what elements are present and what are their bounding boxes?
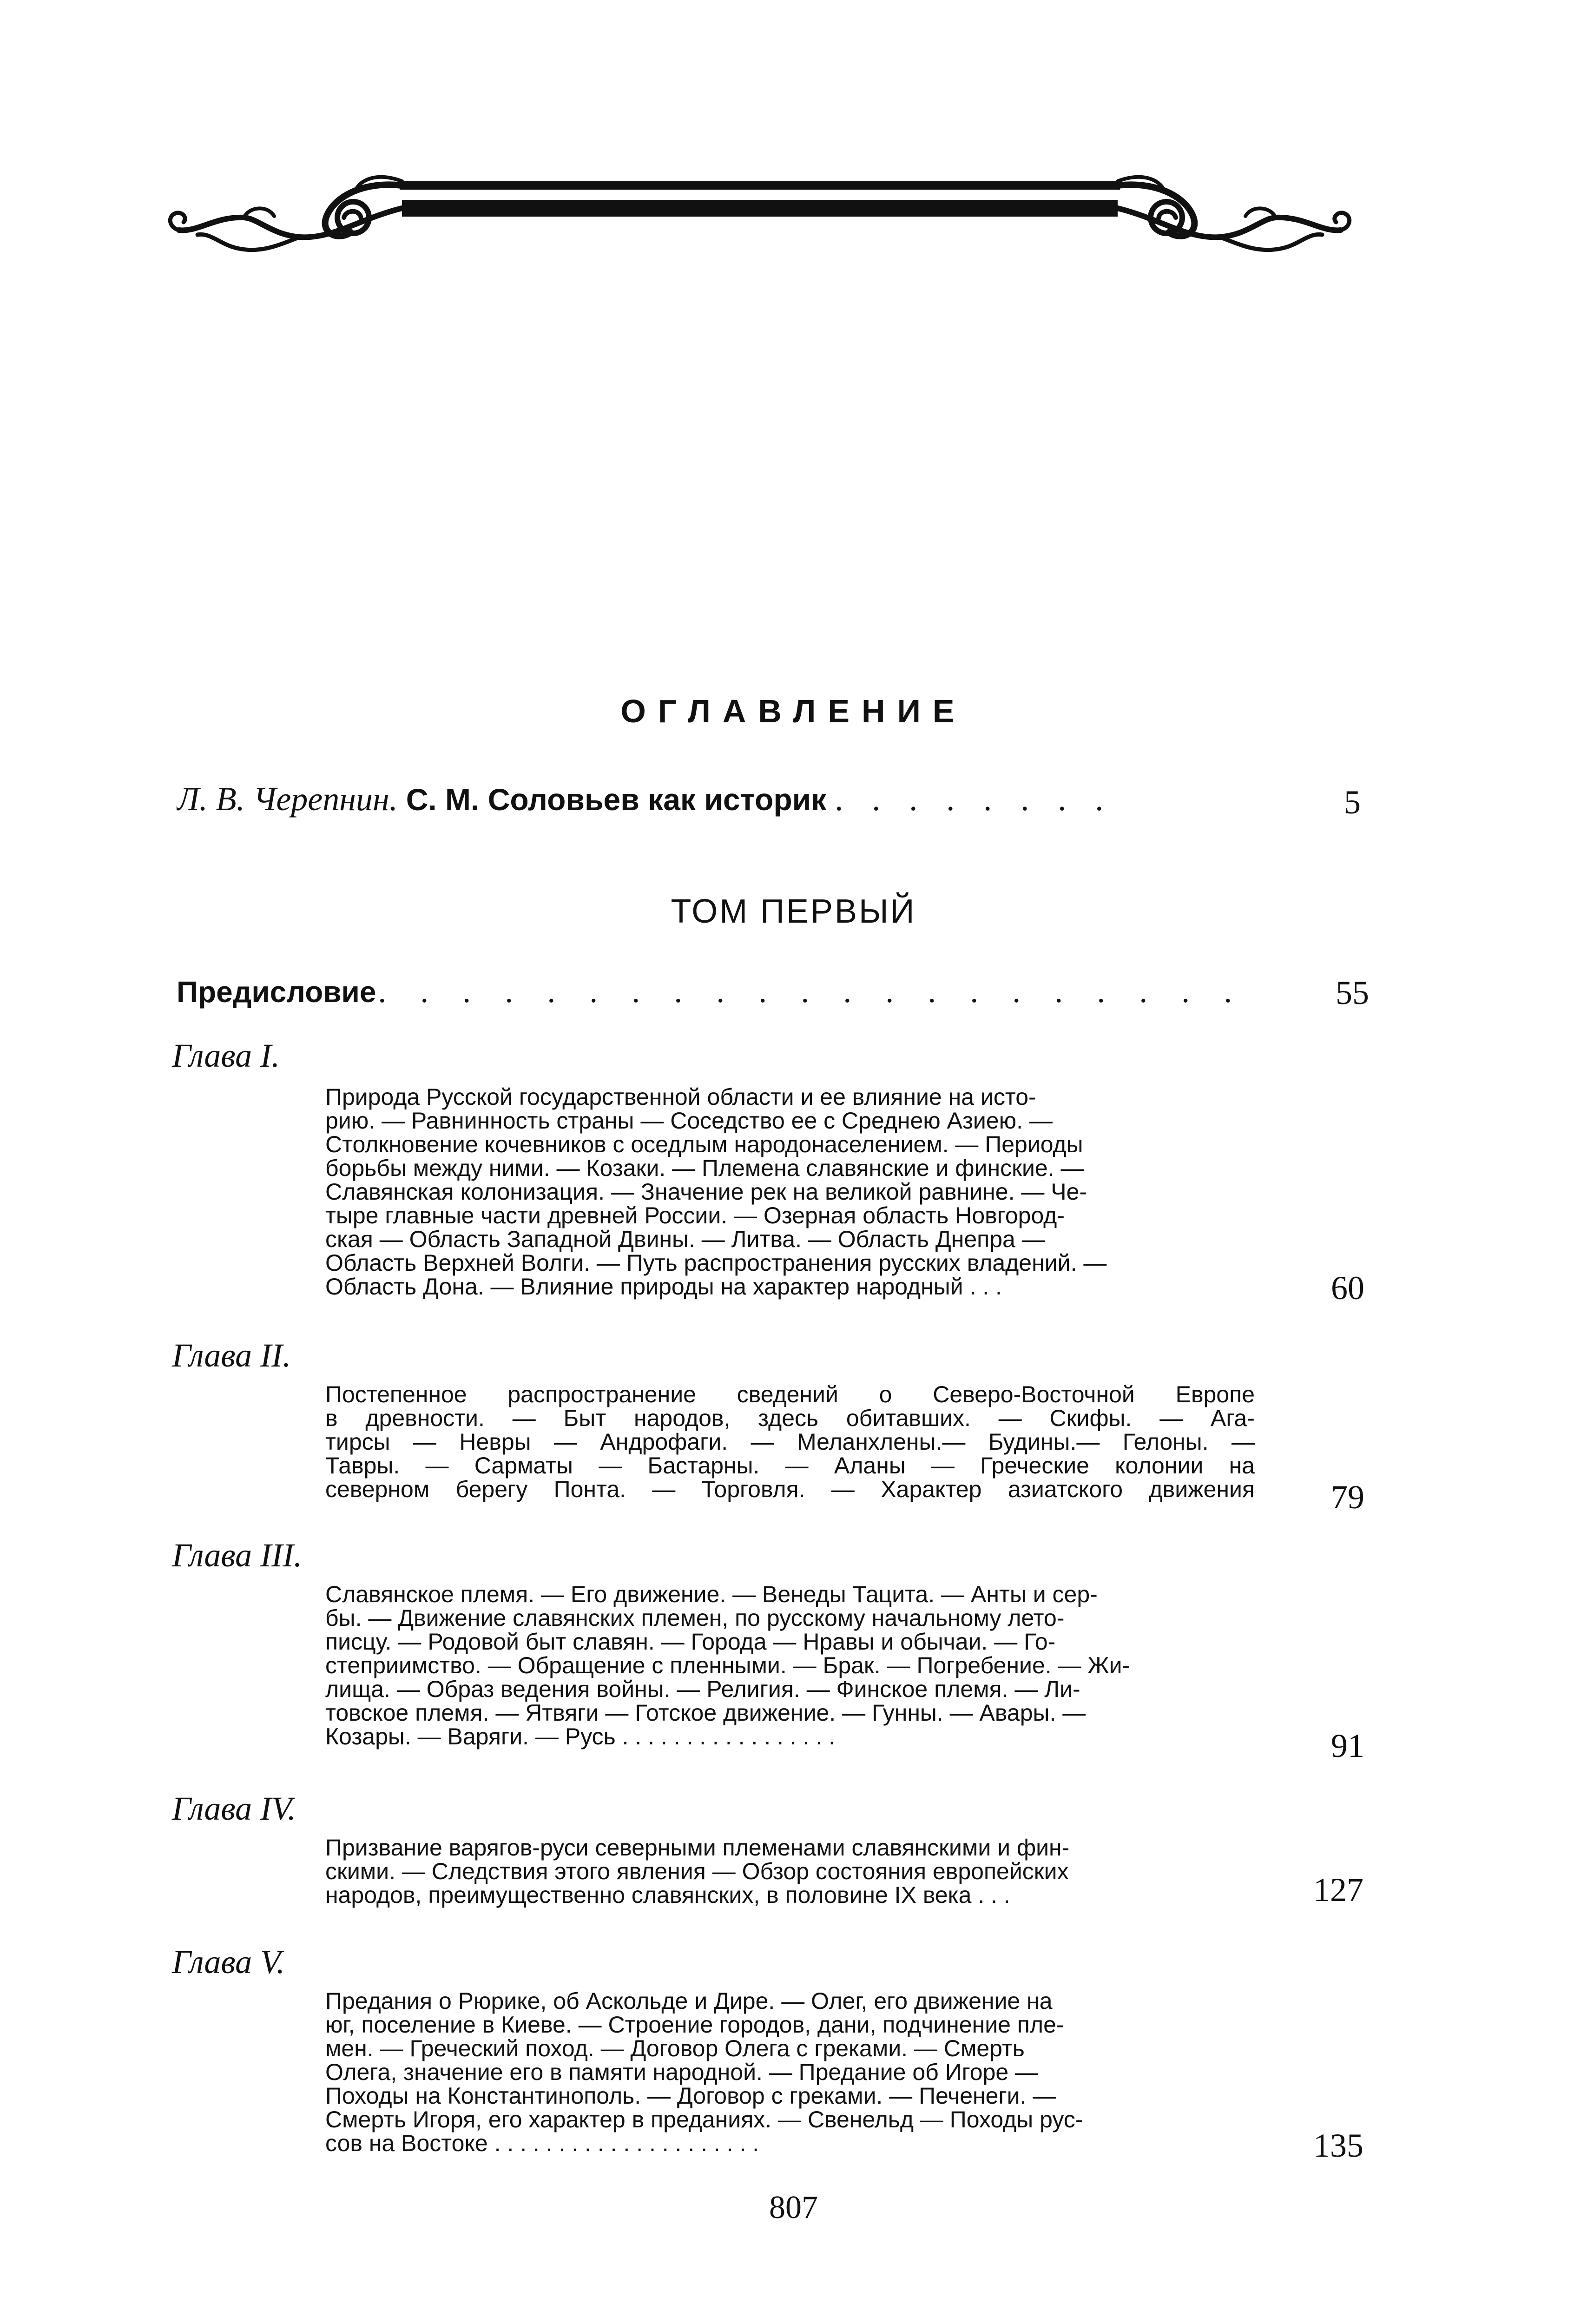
chapter-page-number: 127 xyxy=(1313,1871,1363,1908)
chapter-line: народов, преимущественно славянских, в половине IX века . . . xyxy=(325,1882,1010,1908)
toc-entry-intro[interactable] xyxy=(177,781,1301,818)
chapter-line: Славянское племя. — Его движение. — Венеды Тацита. — Анты и сер- xyxy=(325,1581,1098,1607)
chapter-line: Походы на Константинополь. — Договор с греками. — Печенеги. — xyxy=(325,2083,1056,2109)
chapter-line: скими. — Следствия этого явления — Обзор состояния европейских xyxy=(325,1858,1069,1884)
chapter-line: Область Верхней Волги. — Путь распространения русских владений. — xyxy=(325,1250,1107,1276)
chapter-page-number: 60 xyxy=(1331,1269,1364,1307)
volume-heading: ТОМ ПЕРВЫЙ xyxy=(671,893,916,930)
chapter-line: степриимство. — Обращение с пленными. — Брак. — Погребение. — Жи- xyxy=(325,1652,1130,1678)
page-number: 807 xyxy=(769,2190,818,2225)
chapter-line: бы. — Движение славянских племен, по русскому начальному лето- xyxy=(325,1605,1065,1631)
chapter-label: Глава I. xyxy=(172,1037,280,1074)
intro-title: С. М. Соловьев как историк xyxy=(406,782,827,817)
leader-dots: . . . . . . . . xyxy=(835,781,1114,818)
chapter-line: лища. — Образ ведения войны. — Религия. — Финское племя. — Ли- xyxy=(325,1676,1080,1702)
toc-entry-preface[interactable] xyxy=(177,974,1301,1010)
chapter-line: Предания о Рюрике, об Аскольде и Дире. — Олег, его движение на xyxy=(325,1988,1053,2014)
chapter-description[interactable] xyxy=(325,1583,1255,1749)
preface-label: Предисловие xyxy=(177,975,376,1009)
leader-dots: . . . . . . . . . . . . . . . . . . . . . xyxy=(378,974,1245,1010)
chapter-description[interactable] xyxy=(325,1085,1255,1299)
chapter-line: Призвание варягов-руси северными племенами славянскими и фин- xyxy=(325,1835,1070,1861)
chapter-page-number: 91 xyxy=(1331,1727,1364,1764)
preface-page-number: 55 xyxy=(1336,974,1369,1011)
chapter-description[interactable] xyxy=(325,1383,1255,1501)
chapter-line: борьбы между ними. — Козаки. — Племена славянские и финские. — xyxy=(325,1155,1084,1181)
chapter-line: Природа Русской государственной области и ее влияние на исто- xyxy=(325,1084,1036,1110)
chapter-line: мен. — Греческий поход. — Договор Олега с греками. — Смерть xyxy=(325,2035,1025,2061)
chapter-line: товское племя. — Ятвяги — Готское движение. — Гунны. — Авары. — xyxy=(325,1700,1086,1726)
chapter-line: в древности. — Быт народов, здесь обитавших. — Скифы. — Ага- xyxy=(325,1405,1255,1431)
chapter-description[interactable] xyxy=(325,1836,1255,1907)
chapter-line: тыре главные части древней России. — Озерная область Новгород- xyxy=(325,1202,1065,1228)
chapter-line: писцу. — Родовой быт славян. — Города — Нравы и обычаи. — Го- xyxy=(325,1629,1056,1655)
chapter-line: Область Дона. — Влияние природы на характер народный . . . xyxy=(325,1274,1002,1300)
chapter-line: Постепенное распространение сведений о Северо-Восточной Европе xyxy=(325,1381,1255,1407)
chapter-description[interactable] xyxy=(325,1989,1255,2155)
chapter-label: Глава IV. xyxy=(172,1790,296,1827)
chapter-label: Глава III. xyxy=(172,1537,303,1574)
chapter-line: Козары. — Варяги. — Русь . . . . . . . . . . . . . . . . . xyxy=(325,1723,835,1750)
chapter-line: Смерть Игоря, его характер в преданиях. — Свенельд — Походы рус- xyxy=(325,2106,1083,2133)
chapter-line: Столкновение кочевников с оседлым народонаселением. — Периоды xyxy=(325,1131,1083,1157)
chapter-line: северном берегу Понта. — Торговля. — Характер азиатского движения xyxy=(325,1476,1255,1502)
chapter-label: Глава V. xyxy=(172,1943,285,1981)
chapter-page-number: 135 xyxy=(1313,2127,1363,2164)
chapter-line: юг, поселение в Киеве. — Строение городов, дани, подчинение пле- xyxy=(325,2012,1064,2038)
decorative-ornament-icon xyxy=(160,163,1359,260)
intro-author: Л. В. Черепнин. xyxy=(177,781,398,818)
chapter-line: Олега, значение его в памяти народной. — Предание об Игоре — xyxy=(325,2059,1039,2085)
chapter-line: сов на Востоке . . . . . . . . . . . . . . . . . . . . . xyxy=(325,2130,759,2156)
intro-page-number: 5 xyxy=(1344,784,1361,821)
chapter-line: рию. — Равнинность страны — Соседство ее с Среднею Азиею. — xyxy=(325,1108,1053,1134)
contents-heading: ОГЛАВЛЕНИЕ xyxy=(620,693,967,729)
chapter-label: Глава II. xyxy=(172,1337,291,1374)
chapter-line: Славянская колонизация. — Значение рек на великой равнине. — Че- xyxy=(325,1179,1087,1205)
chapter-line: ская — Область Западной Двины. — Литва. — Область Днепра — xyxy=(325,1226,1045,1252)
chapter-page-number: 79 xyxy=(1331,1479,1364,1516)
chapter-line: тирсы — Невры — Андрофаги. — Меланхлены.— Будины.— Гелоны. — xyxy=(325,1429,1255,1455)
chapter-line: Тавры. — Сарматы — Бастарны. — Аланы — Греческие колонии на xyxy=(325,1452,1255,1479)
